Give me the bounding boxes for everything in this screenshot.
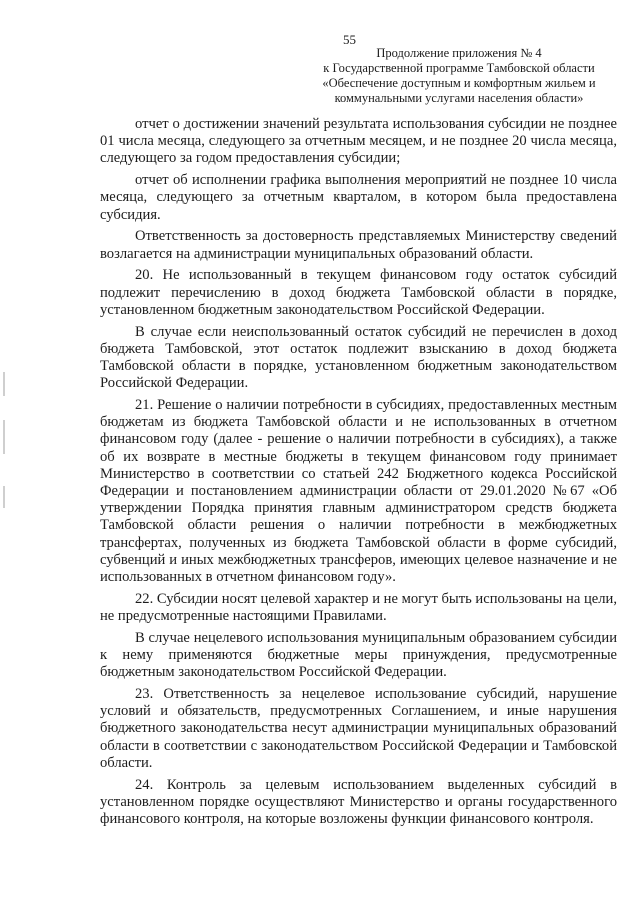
- scan-mark: [3, 420, 5, 454]
- annex-header: [300, 46, 618, 106]
- paragraph: 22. Субсидии носят целевой характер и не могут быть использованы на цели, не предусмотренные настоящими Правилами.: [100, 590, 617, 625]
- scan-mark: [3, 372, 5, 396]
- paragraph: Ответственность за достоверность представляемых Министерству сведений возлагается на администрации муниципальных образований области.: [100, 228, 617, 262]
- paragraph: 24. Контроль за целевым использованием выделенных субсидий в установленном порядке осуществляют Министерство и органы государственного финансового контроля, на которые возложены функции финансового контроля.: [100, 776, 617, 828]
- paragraph: отчет об исполнении графика выполнения мероприятий не позднее 10 числа месяца, следующего за отчетным кварталом, в котором была предоставлена субсидия.: [100, 172, 617, 223]
- page-number: 55: [343, 32, 356, 47]
- scan-margin-marks: [3, 0, 9, 905]
- annex-header-line: коммунальными услугами населения области»: [334, 91, 584, 105]
- paragraph: 23. Ответственность за нецелевое использование субсидий, нарушение условий и обязательств, предусмотренных Соглашением, и иные нарушения бюджетного законодательства несут администрации муниципальных образований области в соответствии с законодательством Российской Федерации и Тамбовской области.: [100, 686, 617, 771]
- paragraph: 21. Решение о наличии потребности в субсидиях, предоставленных местным бюджетам из бюджета Тамбовской области и не использованных в отчетном финансовом году (далее - решение о наличии потребности в субсидиях), а также об их возврате в местные бюджеты в текущем финансовом году принимает Министерство в соответствии со статьей 242 Бюджетного кодекса Российской Федерации и постановлением администрации области от 29.01.2020 №67 «Об утверждении Порядка принятия главным администратором средств бюджета Тамбовской области решения о наличии потребности в межбюджетных трансфертах, полученных из бюджета Тамбовской области в форме субсидий, субвенций и иных межбюджетных трансферов, имеющих целевое назначение и не использованных в отчетном финансовом году».: [100, 397, 617, 586]
- paragraph: отчет о достижении значений результата использования субсидии не позднее 01 числа месяца, следующего за отчетным месяцем, и не позднее 20 числа месяца, следующего за годом предоставления субсидии;: [100, 116, 617, 167]
- document-body: [100, 116, 617, 833]
- paragraph: 20. Не использованный в текущем финансовом году остаток субсидий подлежит перечислению в доход бюджета Тамбовской области в порядке, установленном бюджетным законодательством Российской Федерации.: [100, 267, 617, 318]
- annex-header-line: «Обеспечение доступным и комфортным жильем и: [322, 76, 596, 90]
- paragraph: В случае если неиспользованный остаток субсидий не перечислен в доход бюджета Тамбовской, этот остаток подлежит взысканию в доход бюджета Тамбовской области в порядке, установленном бюджетным законодательством Российской Федерации.: [100, 323, 617, 392]
- paragraph: В случае нецелевого использования муниципальным образованием субсидии к нему применяются бюджетные меры принуждения, предусмотренные бюджетным законодательством Российской Федерации.: [100, 629, 617, 681]
- scan-mark: [3, 486, 5, 508]
- annex-header-line: Продолжение приложения № 4: [376, 46, 542, 60]
- annex-header-line: к Государственной программе Тамбовской области: [323, 61, 595, 75]
